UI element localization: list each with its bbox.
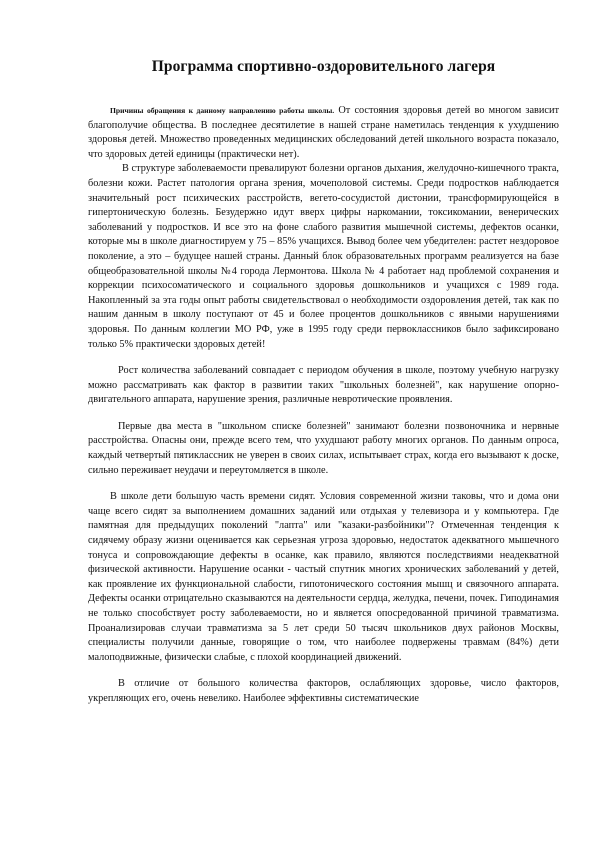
paragraph-reasons xyxy=(88,104,559,162)
paragraph-disease-structure: В структуре заболеваемости превалируют болезни органов дыхания, желудочно-кишечного тракта, болезни кожи. Растет патология органа зрения, мочеполовой системы. Среди подростков наблюдается значительный рост психических расстройств, вегето-сосудистой дистонии, трансформирующейся в гипертоническую болезнь. Безудержно идут вверх цифры наркомании, токсикомании, венерических заболеваний у подростков. И все это на фоне слабого развития мышечной системы, дефектов осанки, которые мы в школе диагностируем у 75 – 85% учащихся. Вывод более чем убедителен: растет нездоровое поколение, а это – будущее нашей страны. Данный блок образовательных программ реализуется на базе общеобразовательной школы №4 города Лермонтова. Школа № 4 работает над проблемой сохранения и коррекции психосоматического и социального здоровья дошкольников и учащихся с 1989 года. Накопленный за эта годы опыт работы свидетельствовал о необходимости оздоровления детей, так как по нашим данным в школу поступают от 45 и более процентов дошкольников с явными нарушениями здоровья. По данным коллегии МО РФ, уже в 1995 году среди первоклассников было зафиксировано только 5% практически здоровых детей! xyxy=(88,163,559,350)
paragraph-factors: В отличие от большого количества факторов, ослабляющих здоровье, число факторов, укрепляющих его, очень невелико. Наиболее эффективны систематические xyxy=(88,678,559,704)
paragraph-lead: Причины обращения к данному направлению работы школы. xyxy=(110,106,335,115)
document-title: Программа спортивно-оздоровительного лагеря xyxy=(151,58,496,75)
paragraph-body: От состояния здоровья детей во многом зависит благополучие общества. В последнее десятилетие в нашей стране наметилась тенденция к ухудшению здоровья детей. Множество проведенных медицинских обследований детей школьного возраста показало, что здоровых детей единицы (практически нет). xyxy=(88,105,559,160)
paragraph-school-diseases: Первые два места в "школьном списке болезней" занимают болезни позвоночника и нервные расстройства. Опасны они, прежде всего тем, что ухудшают работу многих органов. По данным опроса, каждый четвертый пятиклассник не уверен в своих силах, испытывает страх, когда его вызывают к доске, сильно переживает неудачи и переутомляется в школе. xyxy=(88,420,559,476)
paragraph-sedentary: В школе дети большую часть времени сидят. Условия современной жизни таковы, что и дома они чаще всего сидят за выполнением домашних заданий или отдыхая у телевизора и у компьютера. Где памятная для предыдущих поколений "лапта" или "казаки-разбойники"? Отмеченная тенденция к сидячему образу жизни оценивается как серьезная угроза здоровью, недостаток адекватного мышечного тонуса и сопровождающие дефекты в осанке, как правило, являются последствиями неадекватной физической активности. Нарушение осанки - частый спутник многих хронических заболеваний у детей, как проявление их функциональной слабости, гипотонического состояния мышц и связочного аппарата. Дефекты осанки отрицательно сказываются на деятельности сердца, желудка, печени, почек. Гиподинамия не только способствует росту заболеваемости, но и является опосредованной причиной травматизма. Проанализировав случаи травматизма за 5 лет среди 50 тысяч школьников двух районов Москвы, специалисты получили данные, говорящие о том, что наиболее подвержены травмам (84%) дети малоподвижные, физически слабые, с плохой координацией движений. xyxy=(88,491,559,663)
paragraph-disease-growth: Рост количества заболеваний совпадает с периодом обучения в школе, поэтому учебную нагрузку можно рассматривать как фактор в развитии таких "школьных болезней", как нарушение опорно-двигательного аппарата, нарушение зрения, различные невротические проявления. xyxy=(88,365,559,406)
